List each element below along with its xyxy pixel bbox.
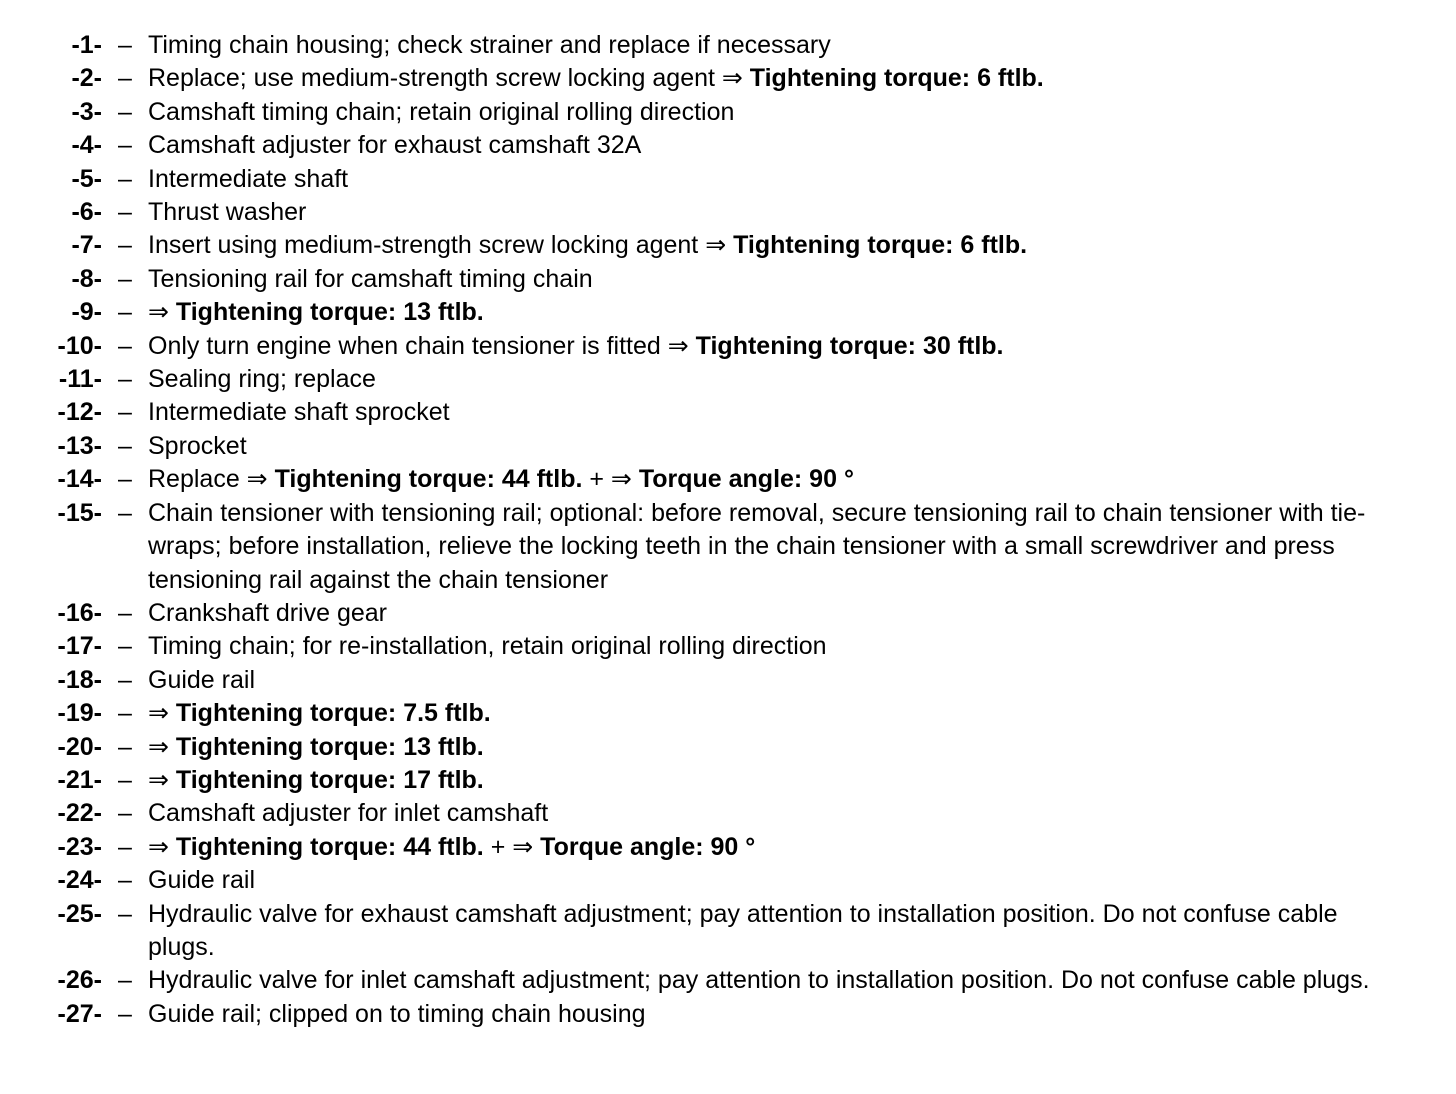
- item-number: -23-: [57, 832, 102, 861]
- item-number: -7-: [71, 231, 102, 260]
- legend-item: [0, 764, 1456, 797]
- item-dash: –: [118, 899, 132, 928]
- legend-item: [0, 630, 1456, 663]
- item-text: ⇒: [148, 765, 176, 794]
- item-dash: –: [118, 398, 132, 427]
- item-text: Hydraulic valve for inlet camshaft adjustment; pay attention to installation position. Do not confuse cable plugs.: [148, 966, 1370, 995]
- legend-item: [0, 831, 1456, 864]
- item-number: -10-: [57, 331, 102, 360]
- item-text: Replace; use medium-strength screw locking agent ⇒: [148, 64, 750, 93]
- legend-item: [0, 964, 1456, 997]
- item-dash: –: [118, 498, 132, 527]
- item-text: Chain tensioner with tensioning rail; optional: before removal, secure tensioning rail to chain tensioner with tie-wraps; before installation, relieve the locking teeth in the chain tensioner with a small screwdriver and press tensioning rail against the chain tensioner: [148, 498, 1366, 594]
- item-description: [148, 229, 1370, 262]
- item-description: [148, 396, 1370, 429]
- legend-item: [0, 664, 1456, 697]
- item-description: [148, 831, 1370, 864]
- item-dash: –: [118, 431, 132, 460]
- item-text: Timing chain; for re-installation, retain original rolling direction: [148, 632, 827, 661]
- item-dash: –: [118, 231, 132, 260]
- item-dash: –: [118, 799, 132, 828]
- item-description: [148, 163, 1370, 196]
- item-dash: –: [118, 64, 132, 93]
- item-spec: Tightening torque: 6 ftlb.: [733, 231, 1028, 260]
- item-description: [148, 630, 1370, 663]
- item-text: Guide rail: [148, 866, 255, 895]
- item-number: -9-: [71, 298, 102, 327]
- item-number: -21-: [57, 765, 102, 794]
- item-description: [148, 731, 1370, 764]
- item-dash: –: [118, 198, 132, 227]
- item-number: -27-: [57, 999, 102, 1028]
- item-spec: Tightening torque: 17 ftlb.: [175, 765, 484, 794]
- item-description: [148, 363, 1370, 396]
- item-number: -3-: [71, 97, 102, 126]
- item-spec: Tightening torque: 6 ftlb.: [749, 64, 1044, 93]
- item-description: [148, 330, 1370, 363]
- legend-item: [0, 196, 1456, 229]
- item-number: -25-: [57, 899, 102, 928]
- item-description: [148, 263, 1370, 296]
- item-dash: –: [118, 598, 132, 627]
- item-text: ⇒: [148, 699, 176, 728]
- item-text: Camshaft timing chain; retain original rolling direction: [148, 97, 735, 126]
- item-dash: –: [118, 331, 132, 360]
- item-text: Hydraulic valve for exhaust camshaft adjustment; pay attention to installation position. Do not confuse cable plugs.: [148, 899, 1338, 961]
- legend-item: [0, 29, 1456, 62]
- item-number: -5-: [71, 164, 102, 193]
- item-text: Sealing ring; replace: [148, 365, 376, 394]
- item-number: -12-: [57, 398, 102, 427]
- item-description: [148, 697, 1370, 730]
- item-description: [148, 29, 1370, 62]
- item-text: Timing chain housing; check strainer and replace if necessary: [148, 31, 831, 59]
- item-description: [148, 62, 1370, 95]
- item-text: Replace ⇒: [148, 465, 275, 494]
- legend-item: [0, 998, 1456, 1031]
- item-description: [148, 497, 1370, 597]
- item-text: Camshaft adjuster for inlet camshaft: [148, 799, 549, 828]
- item-description: [148, 998, 1370, 1031]
- item-dash: –: [118, 298, 132, 327]
- legend-item: [0, 96, 1456, 129]
- item-text: Thrust washer: [148, 198, 307, 227]
- item-text-continued: + ⇒: [582, 465, 639, 494]
- item-description: [148, 864, 1370, 897]
- item-number: -1-: [71, 31, 102, 59]
- item-number: -17-: [57, 632, 102, 661]
- item-dash: –: [118, 732, 132, 761]
- legend-item: [0, 396, 1456, 429]
- item-text: ⇒: [148, 732, 176, 761]
- item-number: -13-: [57, 431, 102, 460]
- item-spec: Tightening torque: 44 ftlb.: [175, 832, 484, 861]
- item-number: -16-: [57, 598, 102, 627]
- item-spec-angle: Torque angle: 90 °: [540, 832, 756, 861]
- item-description: [148, 96, 1370, 129]
- item-text: Sprocket: [148, 431, 247, 460]
- item-spec: Tightening torque: 13 ftlb.: [175, 298, 484, 327]
- legend-item: [0, 430, 1456, 463]
- item-dash: –: [118, 665, 132, 694]
- item-dash: –: [118, 164, 132, 193]
- item-text: Crankshaft drive gear: [148, 598, 388, 627]
- item-number: -8-: [71, 264, 102, 293]
- item-spec: Tightening torque: 44 ftlb.: [274, 465, 583, 494]
- item-spec-angle: Torque angle: 90 °: [638, 465, 854, 494]
- item-description: [148, 430, 1370, 463]
- item-dash: –: [118, 966, 132, 995]
- legend-item: [0, 797, 1456, 830]
- item-number: -20-: [57, 732, 102, 761]
- item-number: -19-: [57, 699, 102, 728]
- item-dash: –: [118, 832, 132, 861]
- item-spec: Tightening torque: 30 ftlb.: [695, 331, 1004, 360]
- item-dash: –: [118, 632, 132, 661]
- item-text: Tensioning rail for camshaft timing chain: [148, 264, 593, 293]
- legend-item: [0, 597, 1456, 630]
- item-number: -14-: [57, 465, 102, 494]
- item-number: -15-: [57, 498, 102, 527]
- item-text: Insert using medium-strength screw locking agent ⇒: [148, 231, 734, 260]
- item-text: ⇒: [148, 298, 176, 327]
- item-number: -11-: [58, 365, 102, 394]
- item-dash: –: [118, 999, 132, 1028]
- legend-item: [0, 263, 1456, 296]
- legend-item: [0, 898, 1456, 965]
- item-number: -6-: [71, 198, 102, 227]
- item-number: -4-: [71, 131, 102, 160]
- item-dash: –: [118, 365, 132, 394]
- legend-item: [0, 330, 1456, 363]
- item-number: -26-: [57, 966, 102, 995]
- legend-item: [0, 296, 1456, 329]
- item-number: -22-: [57, 799, 102, 828]
- item-description: [148, 129, 1370, 162]
- legend-item: [0, 129, 1456, 162]
- item-number: -18-: [57, 665, 102, 694]
- legend-item: [0, 697, 1456, 730]
- item-description: [148, 764, 1370, 797]
- item-description: [148, 964, 1370, 997]
- legend-item: [0, 229, 1456, 262]
- item-description: [148, 196, 1370, 229]
- item-text: Camshaft adjuster for exhaust camshaft 32A: [148, 131, 642, 160]
- item-text: Intermediate shaft sprocket: [148, 398, 450, 427]
- item-dash: –: [118, 264, 132, 293]
- item-dash: –: [118, 97, 132, 126]
- legend-item: [0, 163, 1456, 196]
- item-description: [148, 797, 1370, 830]
- item-text: Intermediate shaft: [148, 164, 349, 193]
- item-spec: Tightening torque: 13 ftlb.: [175, 732, 484, 761]
- item-dash: –: [118, 765, 132, 794]
- item-text-continued: + ⇒: [483, 832, 541, 861]
- legend-item: [0, 864, 1456, 897]
- parts-legend-list: [0, 29, 1456, 1031]
- legend-item: [0, 62, 1456, 95]
- item-number: -24-: [57, 866, 102, 895]
- item-number: -2-: [71, 64, 102, 93]
- item-dash: –: [118, 31, 132, 59]
- legend-item: [0, 463, 1456, 496]
- item-text: Only turn engine when chain tensioner is fitted ⇒: [148, 331, 696, 360]
- item-dash: –: [118, 131, 132, 160]
- item-text: Guide rail: [148, 665, 255, 694]
- legend-item: [0, 497, 1456, 597]
- item-description: [148, 597, 1370, 630]
- item-description: [148, 664, 1370, 697]
- item-description: [148, 463, 1370, 496]
- item-text: ⇒: [148, 832, 176, 861]
- item-text: Guide rail; clipped on to timing chain housing: [148, 999, 646, 1028]
- legend-item: [0, 363, 1456, 396]
- item-spec: Tightening torque: 7.5 ftlb.: [175, 699, 491, 728]
- item-description: [148, 296, 1370, 329]
- item-dash: –: [118, 866, 132, 895]
- item-dash: –: [118, 465, 132, 494]
- item-dash: –: [118, 699, 132, 728]
- item-description: [148, 898, 1370, 965]
- legend-item: [0, 731, 1456, 764]
